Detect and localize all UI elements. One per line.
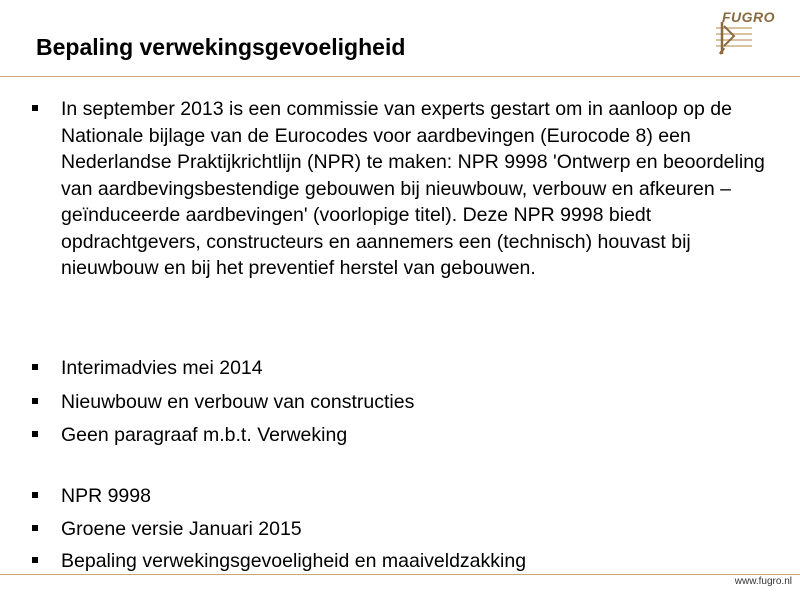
- bullet-text: In september 2013 is een commissie van experts gestart om in aanloop op de Nationale bijlage van de Eurocodes voor aardbevingen (Eurocode 8) een Nederlandse Praktijkrichtlijn (NPR) te maken: NPR 9998 'Ontwerp en beoordeling van aardbevingsbestendige gebouwen bij nieuwbouw, verbouw en afkeuren – geïnduceerde aardbevingen' (voorlopige titel). Deze NPR 9998 biedt opdrachtgevers, constructeurs en aannemers een (technisch) houvast bij nieuwbouw en bij het preventief herstel van gebouwen.: [61, 98, 765, 279]
- footer-divider: [0, 574, 800, 575]
- bullet-text: Groene versie Januari 2015: [61, 518, 302, 540]
- bullet-marker: [32, 364, 38, 370]
- bullet-marker: [32, 525, 38, 531]
- bullet-text: NPR 9998: [61, 485, 151, 507]
- slide-title: Bepaling verwekingsgevoeligheid: [36, 34, 406, 60]
- bullet-marker: [32, 105, 38, 111]
- footer-url[interactable]: www.fugro.nl: [734, 576, 792, 587]
- bullet-marker: [32, 398, 38, 404]
- bullet-marker: [32, 492, 38, 498]
- bullet-text: Interimadvies mei 2014: [61, 357, 263, 379]
- header-divider: [0, 76, 800, 77]
- bullet-marker: [32, 431, 38, 437]
- bullet-text: Nieuwbouw en verbouw van constructies: [61, 391, 415, 413]
- bullet-text: Geen paragraaf m.b.t. Verweking: [61, 424, 348, 446]
- bullet-text: Bepaling verwekingsgevoeligheid en maaiveldzakking: [61, 550, 527, 572]
- logo-text: FUGRO: [722, 9, 776, 25]
- bullet-marker: [32, 557, 38, 563]
